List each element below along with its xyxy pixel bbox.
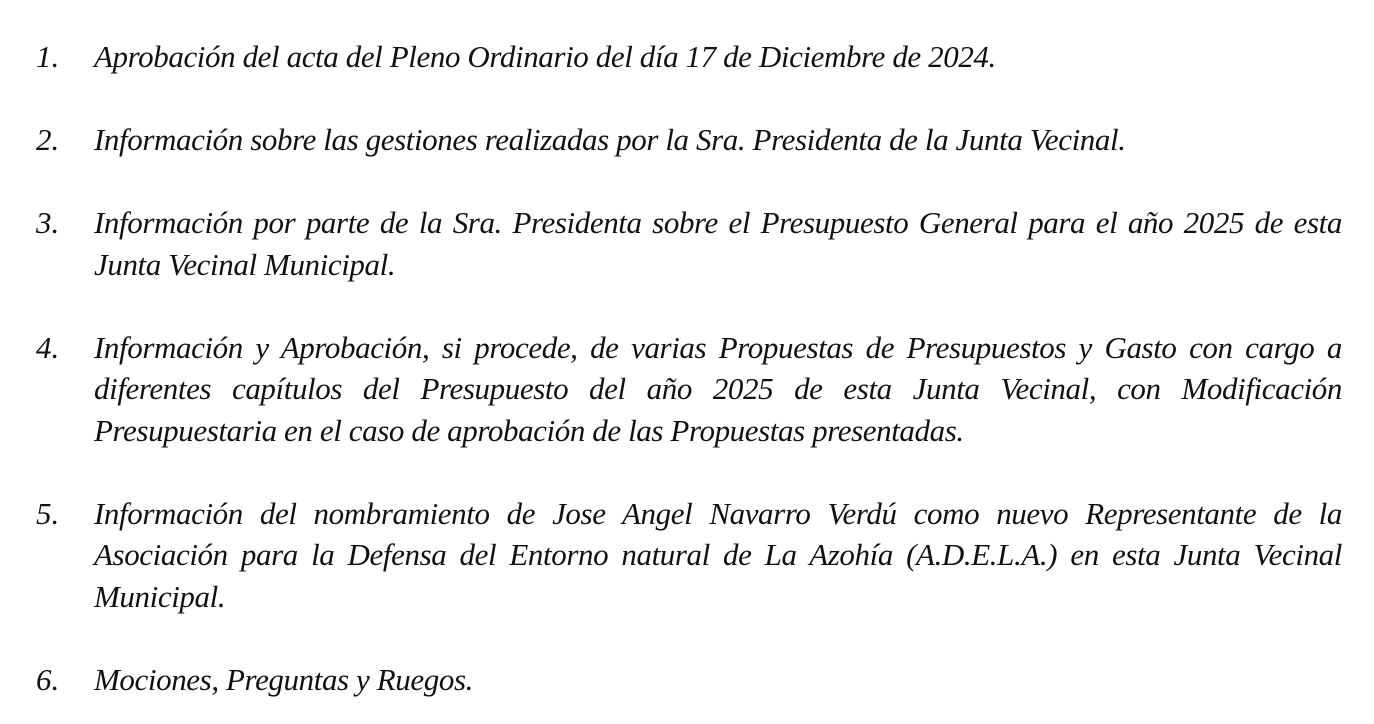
item-text: Información del nombramiento de Jose Angel Navarro Verdú como nuevo Representante de la Asociación para la Defensa del Entorno natural de La Azohía (A.D.E.L.A.) en esta Junta Vecinal Municipal. xyxy=(94,495,1342,614)
agenda-item-3 xyxy=(36,202,1342,285)
agenda-item-5 xyxy=(36,493,1342,618)
item-text: Información por parte de la Sra. Presidenta sobre el Presupuesto General para el año 2025 de esta Junta Vecinal Municipal. xyxy=(94,205,1342,282)
agenda-list xyxy=(36,36,1342,700)
item-text: Información y Aprobación, si procede, de varias Propuestas de Presupuestos y Gasto con cargo a diferentes capítulos del Presupuesto del año 2025 de esta Junta Vecinal, con Modificación Presupuestaria en el caso de aprobación de las Propuestas presentadas. xyxy=(94,329,1342,448)
agenda-item-2 xyxy=(36,119,1342,161)
agenda-item-6 xyxy=(36,659,1342,701)
item-number: 3. xyxy=(36,205,60,240)
item-number: 1. xyxy=(36,39,60,74)
agenda-item-1 xyxy=(36,36,1342,78)
item-text: Información sobre las gestiones realizadas por la Sra. Presidenta de la Junta Vecinal. xyxy=(94,122,1126,157)
item-text: Aprobación del acta del Pleno Ordinario del día 17 de Diciembre de 2024. xyxy=(94,39,996,74)
item-number: 2. xyxy=(36,122,60,157)
item-number: 5. xyxy=(36,495,60,531)
item-text: Mociones, Preguntas y Ruegos. xyxy=(94,661,473,697)
agenda-item-4 xyxy=(36,327,1342,452)
item-number: 6. xyxy=(36,661,60,697)
item-number: 4. xyxy=(36,329,60,365)
